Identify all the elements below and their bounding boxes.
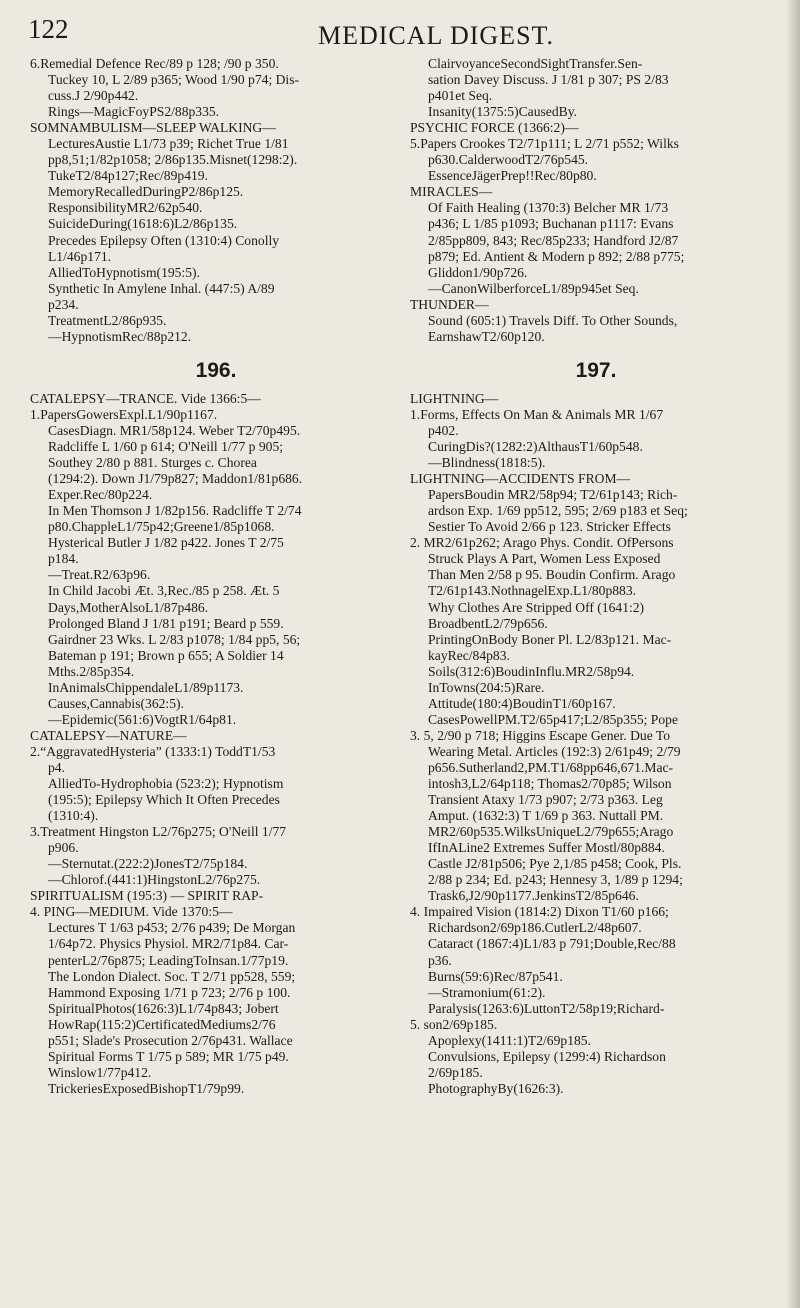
entry-line: TukeT2/84p127;Rec/89p419. bbox=[48, 168, 208, 184]
entry-line: CasesDiagn. MR1/58p124. Weber T2/70p495. bbox=[48, 422, 301, 438]
entry-line: p234. bbox=[48, 296, 79, 312]
entry-line: SOMNAMBULISM—SLEEP WALKING— bbox=[30, 120, 276, 136]
entry-line: p401et Seq. bbox=[428, 88, 493, 104]
entry-line: 1/64p72. Physics Physiol. MR2/71p84. Car- bbox=[48, 936, 289, 952]
entry-line: p879; Ed. Antient & Modern p 892; 2/88 p775; bbox=[428, 248, 685, 264]
entry-line: Convulsions, Epilepsy (1299:4) Richardson bbox=[428, 1048, 666, 1064]
left-column bbox=[30, 56, 402, 1097]
entry-line: 2. MR2/61p262; Arago Phys. Condit. OfPersons bbox=[410, 535, 674, 551]
entry-line: AlliedToHypnotism(195:5). bbox=[48, 264, 200, 280]
entry-line: Lectures T 1/63 p453; 2/76 p439; De Morgan bbox=[48, 920, 296, 936]
entry-line: 6.Remedial Defence Rec/89 p 128; /90 p 350. bbox=[30, 56, 279, 71]
entry-line: InTowns(204:5)Rare. bbox=[428, 679, 545, 695]
entry-line: Apoplexy(1411:1)T2/69p185. bbox=[428, 1032, 591, 1048]
section-number: 196. bbox=[195, 358, 237, 382]
entry-line: Mths.2/85p354. bbox=[48, 663, 135, 679]
entry-line: Prolonged Bland J 1/81 p191; Beard p 559. bbox=[48, 615, 284, 631]
entry-line: p402. bbox=[428, 422, 459, 438]
entry-line: p436; L 1/85 p1093; Buchanan p1117: Evans bbox=[428, 216, 674, 232]
entry-line: TreatmentL2/86p935. bbox=[48, 312, 167, 328]
entry-line: Why Clothes Are Stripped Off (1641:2) bbox=[428, 599, 645, 615]
entry-line: HowRap(115:2)CertificatedMediums2/76 bbox=[48, 1016, 276, 1032]
page-title: MEDICAL DIGEST. bbox=[318, 21, 554, 50]
entry-line: LecturesAustie L1/73 p39; Richet True 1/81 bbox=[48, 136, 289, 152]
entry-line: Trask6,J2/90p1177.JenkinsT2/85p646. bbox=[428, 888, 639, 904]
entry-line: (1310:4). bbox=[48, 808, 99, 824]
entry-line: Burns(59:6)Rec/87p541. bbox=[428, 968, 563, 984]
entry-line: p80.ChappleL1/75p42;Greene1/85p1068. bbox=[48, 519, 275, 535]
entry-line: p551; Slade's Prosecution 2/76p431. Wallace bbox=[48, 1032, 293, 1048]
entry-line: sation Davey Discuss. J 1/81 p 307; PS 2/83 bbox=[428, 72, 669, 88]
entry-line: Amput. (1632:3) T 1/69 p 363. Nuttall PM. bbox=[428, 808, 664, 824]
entry-line: Exper.Rec/80p224. bbox=[48, 487, 153, 503]
entry-line: CasesPowellPM.T2/65p417;L2/85p355; Pope bbox=[428, 711, 678, 727]
entry-line: Gairdner 23 Wks. L 2/83 p1078; 1/84 pp5, 56; bbox=[48, 631, 301, 647]
entry-line: Synthetic In Amylene Inhal. (447:5) A/89 bbox=[48, 280, 275, 296]
entry-line: —Sternutat.(222:2)JonesT2/75p184. bbox=[48, 856, 248, 872]
entry-line: TrickeriesExposedBishopT1/79p99. bbox=[48, 1080, 245, 1096]
entry-line: —HypnotismRec/88p212. bbox=[48, 328, 192, 344]
entry-line: p4. bbox=[48, 759, 65, 775]
entry-line: pp8,51;1/82p1058; 2/86p135.Misnet(1298:2). bbox=[48, 152, 298, 168]
entry-line: Transient Ataxy 1/73 p907; 2/73 p363. Leg bbox=[428, 792, 663, 808]
entry-line: Sestier To Avoid 2/66 p 123. Stricker Effects bbox=[428, 519, 671, 535]
entry-line: Tuckey 10, L 2/89 p365; Wood 1/90 p74; Dis- bbox=[48, 72, 300, 88]
entry-line: 2/88 p 234; Ed. p243; Hennesy 3, 1/89 p 1294; bbox=[428, 872, 683, 888]
entry-line: MR2/60p535.WilksUniqueL2/79p655;Arago bbox=[428, 824, 674, 840]
entry-line: —Blindness(1818:5). bbox=[428, 455, 546, 471]
entry-line: PhotographyBy(1626:3). bbox=[428, 1080, 564, 1096]
entry-line: LIGHTNING—ACCIDENTS FROM— bbox=[410, 471, 631, 487]
entry-line: Insanity(1375:5)CausedBy. bbox=[428, 104, 578, 120]
entry-line: MIRACLES— bbox=[410, 184, 493, 200]
entry-line: Soils(312:6)BoudinInflu.MR2/58p94. bbox=[428, 663, 635, 679]
entry-line: Castle J2/81p506; Pye 2,1/85 p458; Cook, Pls. bbox=[428, 856, 682, 872]
entry-line: Of Faith Healing (1370:3) Belcher MR 1/73 bbox=[428, 200, 669, 216]
entry-line: AlliedTo-Hydrophobia (523:2); Hypnotism bbox=[48, 776, 284, 792]
entry-line: Bateman p 191; Brown p 655; A Soldier 14 bbox=[48, 647, 284, 663]
section-number: 197. bbox=[575, 358, 617, 382]
entry-line: CATALEPSY—TRANCE. Vide 1366:5— bbox=[30, 390, 261, 406]
entry-line: Precedes Epilepsy Often (1310:4) Conolly bbox=[48, 232, 280, 248]
entry-line: Southey 2/80 p 881. Sturges c. Chorea bbox=[48, 455, 257, 471]
entry-line: In Men Thomson J 1/82p156. Radcliffe T 2/74 bbox=[48, 503, 302, 519]
entry-line: cuss.J 2/90p442. bbox=[48, 88, 139, 104]
entry-line: BroadbentL2/79p656. bbox=[428, 615, 548, 631]
entry-line: —Stramonium(61:2). bbox=[428, 984, 546, 1000]
entry-line: Paralysis(1263:6)LuttonT2/58p19;Richard- bbox=[428, 1000, 665, 1016]
entry-line: Spiritual Forms T 1/75 p 589; MR 1/75 p49. bbox=[48, 1048, 289, 1064]
entry-line: p906. bbox=[48, 840, 79, 856]
entry-line: Days,MotherAlsoL1/87p486. bbox=[48, 599, 209, 615]
entry-line: IfInALine2 Extremes Suffer Mostl/80p884. bbox=[428, 840, 665, 856]
entry-line: —CanonWilberforceL1/89p945et Seq. bbox=[428, 280, 639, 296]
entry-line: 1.PapersGowersExpl.L1/90p1167. bbox=[30, 406, 218, 422]
entry-line: PSYCHIC FORCE (1366:2)— bbox=[410, 120, 579, 136]
entry-line: Hammond Exposing 1/71 p 723; 2/76 p 100. bbox=[48, 984, 291, 1000]
entry-line: SPIRITUALISM (195:3) — SPIRIT RAP- bbox=[30, 888, 264, 904]
entry-line: Cataract (1867:4)L1/83 p 791;Double,Rec/88 bbox=[428, 936, 676, 952]
entry-line: Attitude(180:4)BoudinT1/60p167. bbox=[428, 695, 616, 711]
entry-line: CATALEPSY—NATURE— bbox=[30, 727, 187, 743]
entry-line: InAnimalsChippendaleL1/89p1173. bbox=[48, 679, 244, 695]
entry-line: EarnshawT2/60p120. bbox=[428, 328, 545, 344]
entry-line: Wearing Metal. Articles (192:3) 2/61p49; 2/79 bbox=[428, 743, 681, 759]
entry-line: ClairvoyanceSecondSightTransfer.Sen- bbox=[428, 56, 643, 71]
entry-line: Hysterical Butler J 1/82 p422. Jones T 2/75 bbox=[48, 535, 284, 551]
entry-line: CuringDis?(1282:2)AlthausT1/60p548. bbox=[428, 439, 643, 455]
entry-line: The London Dialect. Soc. T 2/71 pp528, 559; bbox=[48, 968, 296, 984]
entry-line: Rings—MagicFoyPS2/88p335. bbox=[48, 104, 220, 120]
entry-line: intosh3,L2/64p118; Thomas2/70p85; Wilson bbox=[428, 776, 672, 792]
entry-line: 5.Papers Crookes T2/71p111; L 2/71 p552; Wilks bbox=[410, 136, 679, 152]
entry-line: p36. bbox=[428, 952, 452, 968]
entry-line: kayRec/84p83. bbox=[428, 647, 510, 663]
entry-line: —Chlorof.(441:1)HingstonL2/76p275. bbox=[48, 872, 261, 888]
entry-line: (195:5); Epilepsy Which It Often Precedes bbox=[48, 792, 280, 808]
entry-line: Winslow1/77p412. bbox=[48, 1064, 152, 1080]
entry-line: 2.“AggravatedHysteria” (1333:1) ToddT1/53 bbox=[30, 743, 276, 759]
entry-line: PrintingOnBody Boner Pl. L2/83p121. Mac- bbox=[428, 631, 672, 647]
entry-line: p184. bbox=[48, 551, 79, 567]
entry-line: THUNDER— bbox=[410, 296, 489, 312]
entry-line: 3. 5, 2/90 p 718; Higgins Escape Gener. Due To bbox=[410, 727, 671, 743]
entry-line: Radcliffe L 1/60 p 614; O'Neill 1/77 p 905; bbox=[48, 439, 284, 455]
entry-line: ResponsibilityMR2/62p540. bbox=[48, 200, 203, 216]
entry-line: L1/46p171. bbox=[48, 248, 112, 264]
entry-line: PapersBoudin MR2/58p94; T2/61p143; Rich- bbox=[428, 487, 678, 503]
entry-line: Sound (605:1) Travels Diff. To Other Sounds, bbox=[428, 312, 678, 328]
entry-line: SuicideDuring(1618:6)L2/86p135. bbox=[48, 216, 238, 232]
entry-line: 1.Forms, Effects On Man & Animals MR 1/67 bbox=[410, 406, 664, 422]
entry-line: SpiritualPhotos(1626:3)L1/74p843; Jobert bbox=[48, 1000, 279, 1016]
entry-line: Richardson2/69p186.CutlerL2/48p607. bbox=[428, 920, 642, 936]
entry-line: —Treat.R2/63p96. bbox=[48, 567, 151, 583]
entry-line: T2/61p143.NothnagelExp.L1/80p883. bbox=[428, 583, 637, 599]
entry-line: Gliddon1/90p726. bbox=[428, 264, 528, 280]
entry-line: Than Men 2/58 p 95. Boudin Confirm. Arago bbox=[428, 567, 676, 583]
entry-line: In Child Jacobi Æt. 3,Rec./85 p 258. Æt. 5 bbox=[48, 583, 280, 599]
entry-line: EssenceJägerPrep!!Rec/80p80. bbox=[428, 168, 597, 184]
page-number: 122 bbox=[28, 14, 69, 44]
page-edge-shadow bbox=[786, 0, 800, 1308]
right-column bbox=[410, 56, 782, 1097]
entry-line: (1294:2). Down J1/79p827; Maddon1/81p686. bbox=[48, 471, 303, 487]
entry-line: p656.Sutherland2,PM.T1/68pp646,671.Mac- bbox=[428, 759, 674, 775]
entry-line: Causes,Cannabis(362:5). bbox=[48, 695, 184, 711]
entry-line: LIGHTNING— bbox=[410, 390, 499, 406]
entry-line: 4. Impaired Vision (1814:2) Dixon T1/60 p166; bbox=[410, 904, 669, 920]
entry-line: 2/85pp809, 843; Rec/85p233; Handford J2/87 bbox=[428, 232, 679, 248]
entry-line: 2/69p185. bbox=[428, 1064, 483, 1080]
entry-line: Struck Plays A Part, Women Less Exposed bbox=[428, 551, 661, 567]
entry-line: —Epidemic(561:6)VogtR1/64p81. bbox=[48, 711, 237, 727]
entry-line: MemoryRecalledDuringP2/86p125. bbox=[48, 184, 244, 200]
entry-line: 5. son2/69p185. bbox=[410, 1016, 498, 1032]
entry-line: 4. PING—MEDIUM. Vide 1370:5— bbox=[30, 904, 233, 920]
entry-line: p630.CalderwoodT2/76p545. bbox=[428, 152, 589, 168]
entry-line: penterL2/76p875; LeadingToInsan.1/77p19. bbox=[48, 952, 289, 968]
entry-line: ardson Exp. 1/69 pp512, 595; 2/69 p183 et Seq; bbox=[428, 503, 688, 519]
entry-line: 3.Treatment Hingston L2/76p275; O'Neill 1/77 bbox=[30, 824, 287, 840]
